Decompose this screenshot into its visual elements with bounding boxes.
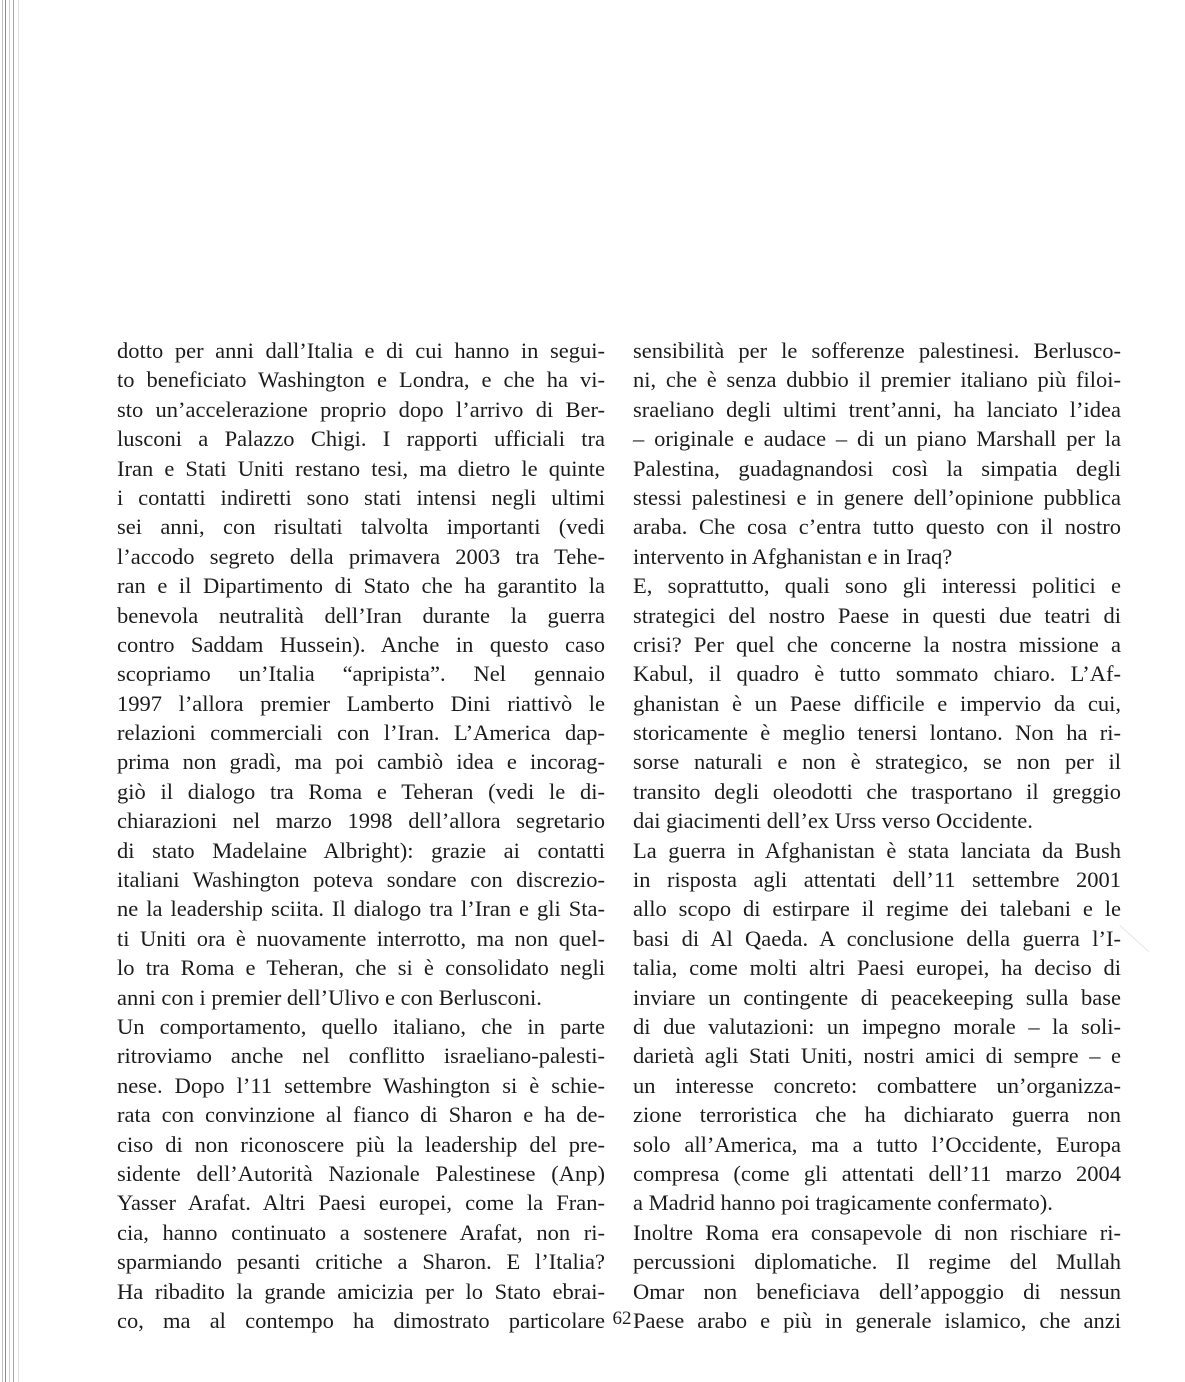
text-line: talia, come molti altri Paesi europei, ha deciso di [633,955,1121,981]
text-line: Kabul, il quadro è tutto sommato chiaro. L’Af- [633,661,1121,687]
text-line: – originale e audace – di un piano Marshall per la [633,426,1121,452]
text-line: Ha ribadito la grande amicizia per lo Stato ebrai- [117,1278,605,1304]
page-number: 62 [612,1308,632,1329]
paper-fold-mark [1119,925,1149,953]
left-text-column [117,336,605,1335]
text-line: in risposta agli attentati dell’11 settembre 2001 [633,867,1121,893]
text-line: sei anni, con risultati talvolta importanti (vedi [117,514,605,540]
text-line: intervento in Afghanistan e in Iraq? [633,543,953,569]
text-line: a Madrid hanno poi tragicamente confermato). [633,1190,1053,1216]
text-line: nese. Dopo l’11 settembre Washington si è schie- [117,1072,605,1098]
text-line: to beneficiato Washington e Londra, e che ha vi- [117,367,605,393]
text-line: 1997 l’allora premier Lamberto Dini riattivò le [117,690,605,716]
text-line: Iran e Stati Uniti restano tesi, ma dietro le quinte [117,455,605,481]
text-line: cia, hanno continuato a sostenere Arafat, non ri- [117,1219,605,1245]
text-line: Inoltre Roma era consapevole di non rischiare ri- [633,1219,1121,1245]
text-line: l’accodo segreto della primavera 2003 tra Tehe- [117,543,605,569]
text-line: dai giacimenti dell’ex Urss verso Occidente. [633,808,1033,834]
text-line: strategici del nostro Paese in questi due teatri di [633,602,1121,628]
text-line: relazioni commerciali con l’Iran. L’America dap- [117,720,605,746]
text-line: ciso di non riconoscere più la leadership del pre- [117,1131,605,1157]
text-line: sparmiando pesanti critiche a Sharon. E l’Italia? [117,1249,605,1275]
text-line: storicamente è meglio tenersi lontano. Non ha ri- [633,720,1121,746]
text-line: un interesse concreto: combattere un’organizza- [633,1072,1121,1098]
text-line: italiani Washington poteva sondare con discrezio- [117,867,605,893]
book-binding-edge [0,0,24,1382]
text-line: Un comportamento, quello italiano, che in parte [117,1013,605,1039]
text-line: crisi? Per quel che concerne la nostra missione a [633,631,1121,657]
text-line: transito degli oleodotti che trasportano il greggio [633,778,1121,804]
text-line: ti Uniti ora è nuovamente interrotto, ma non quel- [117,925,605,951]
text-line: Omar non beneficiava dell’appoggio di nessun [633,1278,1121,1304]
text-line: araba. Che cosa c’entra tutto questo con il nostro [633,514,1121,540]
text-line: Paese arabo e più in generale islamico, che anzi [633,1307,1121,1333]
text-line: E, soprattutto, quali sono gli interessi politici e [633,573,1121,599]
text-line: di due valutazioni: un impegno morale – la soli- [633,1013,1121,1039]
text-line: Yasser Arafat. Altri Paesi europei, come la Fran- [117,1190,605,1216]
text-line: anni con i premier dell’Ulivo e con Berlusconi. [117,984,542,1010]
text-line: solo all’America, ma a tutto l’Occidente, Europa [633,1131,1121,1157]
text-line: percussioni diplomatiche. Il regime del Mullah [633,1249,1121,1275]
text-line: allo scopo di estirpare il regime dei talebani e le [633,896,1121,922]
text-line: chiarazioni nel marzo 1998 dell’allora segretario [117,808,605,834]
text-line: benevola neutralità dell’Iran durante la guerra [117,602,605,628]
text-line: Palestina, guadagnandosi così la simpatia degli [633,455,1121,481]
text-line: lusconi a Palazzo Chigi. I rapporti ufficiali tra [117,426,605,452]
text-line: ni, che è senza dubbio il premier italiano più filoi- [633,367,1121,393]
text-line: prima non gradì, ma poi cambiò idea e incorag- [117,749,605,775]
text-line: stessi palestinesi e in genere dell’opinione pubblica [633,484,1121,510]
text-line: giò il dialogo tra Roma e Teheran (vedi le di- [117,778,605,804]
text-line: La guerra in Afghanistan è stata lanciata da Bush [633,837,1121,863]
text-line: zione terroristica che ha dichiarato guerra non [633,1102,1121,1128]
text-line: contro Saddam Hussein). Anche in questo caso [117,631,605,657]
text-line: sto un’accelerazione proprio dopo l’arrivo di Ber- [117,396,605,422]
text-line: sensibilità per le sofferenze palestinesi. Berlusco- [633,338,1121,363]
text-line: darietà agli Stati Uniti, nostri amici di sempre – e [633,1043,1121,1069]
right-text-column [633,336,1121,1335]
text-line: ghanistan è un Paese difficile e impervio da cui, [633,690,1121,716]
text-line: basi di Al Qaeda. A conclusione della guerra l’I- [633,925,1121,951]
text-line: ran e il Dipartimento di Stato che ha garantito la [117,573,605,599]
text-line: di stato Madelaine Albright): grazie ai contatti [117,837,605,863]
text-line: inviare un contingente di peacekeeping sulla base [633,984,1121,1010]
text-line: co, ma al contempo ha dimostrato particolare [117,1307,605,1333]
text-line: dotto per anni dall’Italia e di cui hanno in segui- [117,338,605,363]
text-line: compresa (come gli attentati dell’11 marzo 2004 [633,1160,1121,1186]
text-line: scopriamo un’Italia “apripista”. Nel gennaio [117,661,605,687]
text-line: sidente dell’Autorità Nazionale Palestinese (Anp) [117,1160,605,1186]
text-line: rata con convinzione al fianco di Sharon e ha de- [117,1102,605,1128]
text-line: lo tra Roma e Teheran, che si è consolidato negli [117,955,605,981]
text-line: ne la leadership sciita. Il dialogo tra l’Iran e gli Sta- [117,896,605,922]
text-line: i contatti indiretti sono stati intensi negli ultimi [117,484,605,510]
text-line: sorse naturali e non è strategico, se non per il [633,749,1121,775]
text-line: sraeliano degli ultimi trent’anni, ha lanciato l’idea [633,396,1121,422]
text-line: ritroviamo anche nel conflitto israeliano-palesti- [117,1043,605,1069]
